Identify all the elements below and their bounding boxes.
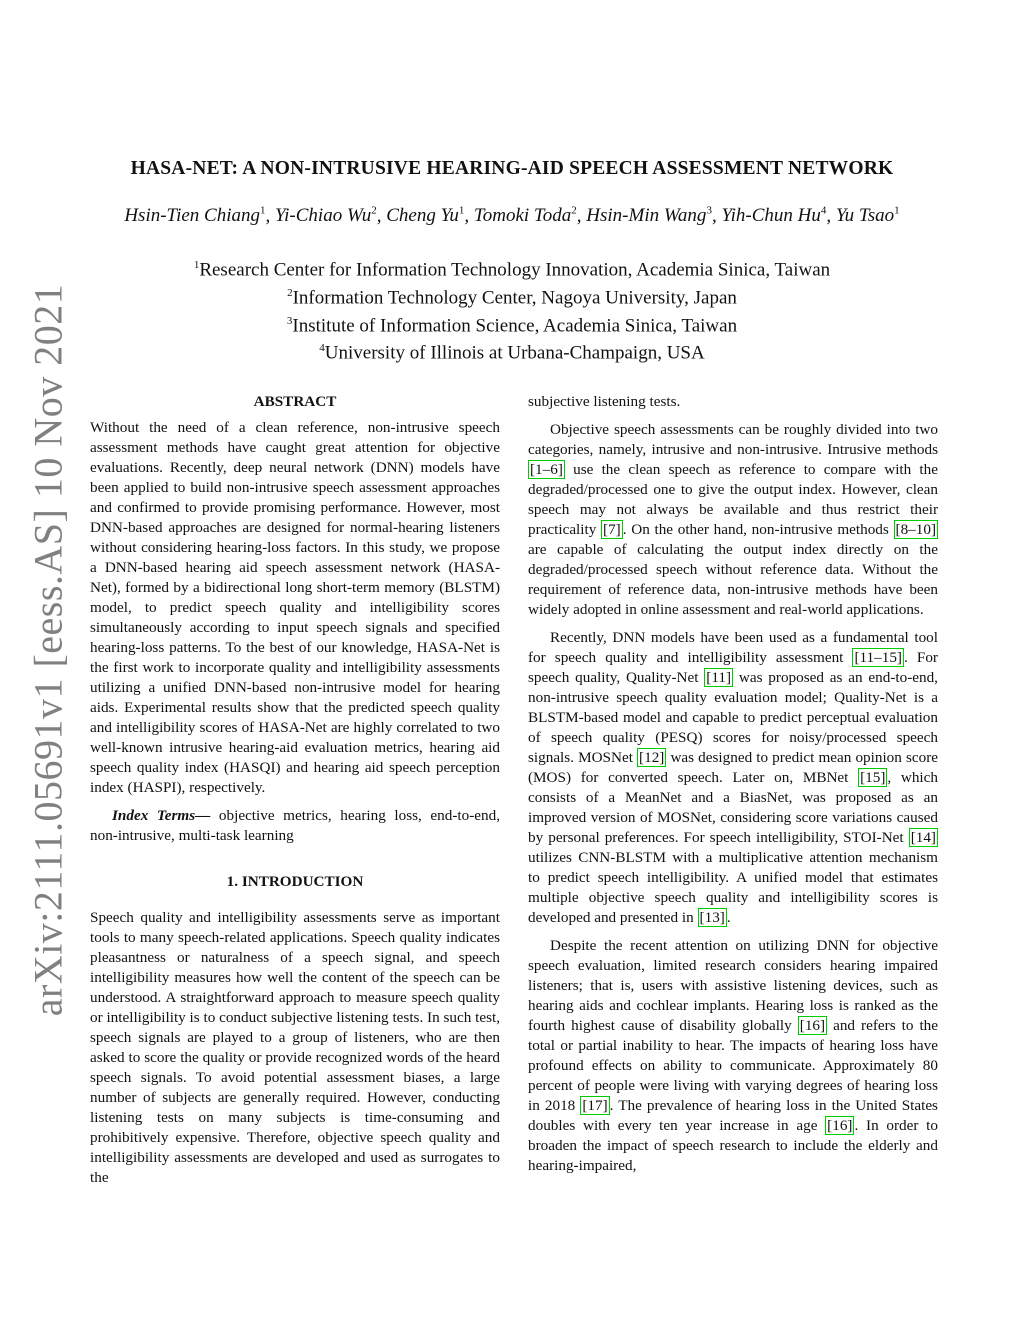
right-column bbox=[528, 392, 938, 1176]
left-column bbox=[90, 392, 500, 1188]
intro-paragraph: Speech quality and intelligibility assessments serve as important tools to many speech-related applications. Speech quality indicates pleasantness or naturalness of a speech signal, and speech intelligibility measures how well the content of the speech can be understood. A straightforward approach to measure speech quality or intelligibility is to conduct subjective listening tests. In such test, speech signals are played to a group of listeners, who are then asked to score the quality or provide recognized words of the heard speech signals. To avoid potential assessment biases, a large number of subjects are generally required. However, conducting listening tests on many subjects is time-consuming and prohibitively expensive. Therefore, objective speech quality and intelligibility assessments are developed and used as surrogates to the bbox=[90, 909, 501, 1186]
author-list: Hsin-Tien Chiang$^1$, Yi-Chiao Wu$^2$, Cheng Yu$^1$, Tomoki Toda$^2$, Hsin-Min Wang$^3$, Yih-Chun Hu$^4$, Yu Tsao$^1$ bbox=[124, 205, 900, 227]
citation-link[interactable]: [1–6] bbox=[530, 461, 563, 478]
intro-heading: 1. INTRODUCTION bbox=[226, 873, 364, 890]
citation-link[interactable]: [11] bbox=[706, 669, 732, 686]
author: Cheng Yu$^1$ bbox=[386, 205, 465, 227]
intro-paragraph: Recently, DNN models have been used as a fundamental tool for speech quality and intelligibility assessment [11–15] . For speech quality, Quality-Net [11] was proposed as an end-to-end, non-intrusive speech quality evaluation model; Quality-Net is a BLSTM-based model and capable to predict perceptual evaluation of speech quality (PESQ) scores for noisy/processed speech signals. MOSNet [12] was designed to predict mean opinion score (MOS) for converted speech. Later on, MBNet [15] , which consists of a MeanNet and a BiasNet, was proposed as an improved version of MOSNet, considering score variations caused by personal preferences. For speech intelligibility, STOI-Net [14] utilizes CNN-BLSTM with a multiplicative attention mechanism to predict speech intelligibility. A unified model that estimates multiple objective speech quality and intelligibility scores is developed and presented in [13] . bbox=[528, 629, 938, 926]
citation-link[interactable]: [7] bbox=[603, 521, 621, 538]
citation-link[interactable]: [11–15] bbox=[854, 649, 902, 666]
citation-link[interactable]: [16] bbox=[827, 1117, 853, 1134]
affiliation: $^2$Information Technology Center, Nagoya University, Japan bbox=[287, 286, 737, 309]
author: Hsin-Min Wang$^3$ bbox=[586, 205, 712, 227]
citation-link[interactable]: [8–10] bbox=[895, 521, 937, 538]
author: Yih-Chun Hu$^4$ bbox=[721, 205, 827, 227]
affiliation: $^3$Institute of Information Science, Academia Sinica, Taiwan bbox=[286, 314, 738, 336]
affiliation: $^1$Research Center for Information Technology Innovation, Academia Sinica, Taiwan bbox=[193, 259, 831, 281]
index-terms-text: objective metrics, hearing loss, end-to-end, non-intrusive, multi-task learning bbox=[90, 807, 500, 844]
author: Yi-Chiao Wu$^2$ bbox=[274, 205, 377, 227]
index-terms bbox=[90, 806, 500, 846]
affiliation: $^4$University of Illinois at Urbana-Champaign, USA bbox=[319, 342, 705, 364]
affiliation-list bbox=[40, 254, 984, 365]
author: Tomoki Toda$^2$ bbox=[473, 205, 577, 227]
abstract-heading: ABSTRACT bbox=[253, 393, 337, 410]
intro-paragraph: Objective speech assessments can be roughly divided into two categories, namely, intrusive and non-intrusive. Intrusive methods [1–6] use the clean speech as reference to compare with the degraded/processed one to give the output index. However, clean speech may not always be available and thus restrict their practicality [7] . On the other hand, non-intrusive methods [8–10] are capable of calculating the output index directly on the degraded/processed speech without reference data. Without the requirement of reference data, non-intrusive methods have been widely adopted in online assessment and real-world applications. bbox=[528, 421, 938, 618]
citation-link[interactable]: [13] bbox=[699, 909, 725, 926]
citation-link[interactable]: [15] bbox=[860, 769, 886, 786]
paper-title: HASA-NET: A NON-INTRUSIVE HEARING-AID SPEECH ASSESSMENT NETWORK bbox=[130, 158, 894, 179]
intro-paragraph: Despite the recent attention on utilizing DNN for objective speech evaluation, limited research considers hearing impaired listeners; that is, users with assistive listening devices, such as hearing aids and cochlear implants. Hearing loss is ranked as the fourth highest cause of disability globally [16] and refers to the total or partial inability to hear. The impacts of hearing loss have profound effects on ability to communicate. Approximately 80 percent of people were living with varying degrees of hearing loss in 2018 [17] . The prevalence of hearing loss in the United States doubles with every ten year increase in age [16] . In order to broaden the impact of speech research to include the elderly and hearing-impaired, bbox=[528, 937, 938, 1174]
citation-link[interactable]: [17] bbox=[582, 1097, 608, 1114]
author: Yu Tsao$^1$ bbox=[835, 205, 900, 227]
index-terms-label: Index Terms— bbox=[112, 807, 211, 824]
arxiv-side-stamp: arXiv:2111.05691v1 [eess.AS] 10 Nov 2021 bbox=[25, 283, 71, 1017]
citation-link[interactable]: [12] bbox=[639, 749, 665, 766]
citation-link[interactable]: [14] bbox=[910, 829, 936, 846]
intro-paragraph-continued: subjective listening tests. bbox=[528, 393, 681, 410]
abstract-text: Without the need of a clean reference, non-intrusive speech assessment methods have caught great attention for objective evaluations. Recently, deep neural network (DNN) models have been applied to build non-intrusive speech assessment approaches and confirmed to provide promising performance. However, most DNN-based approaches are designed for normal-hearing listeners without considering hearing-loss factors. In this study, we propose a DNN-based hearing aid speech assessment network (HASA-Net), formed by a bidirectional long short-term memory (BLSTM) model, to predict speech quality and intelligibility scores simultaneously according to input speech signals and specified hearing-loss patterns. To the best of our knowledge, HASA-Net is the first work to incorporate quality and intelligibility assessments utilizing a unified DNN-based non-intrusive model for hearing aids. Experimental results show that the predicted speech quality and intelligibility scores of HASA-Net are highly correlated to two well-known intrusive hearing-aid evaluation metrics, hearing aid speech quality index (HASQI) and hearing aid speech perception index (HASPI), respectively. bbox=[90, 419, 500, 796]
citation-link[interactable]: [16] bbox=[799, 1017, 826, 1034]
author: Hsin-Tien Chiang$^1$ bbox=[124, 205, 266, 227]
